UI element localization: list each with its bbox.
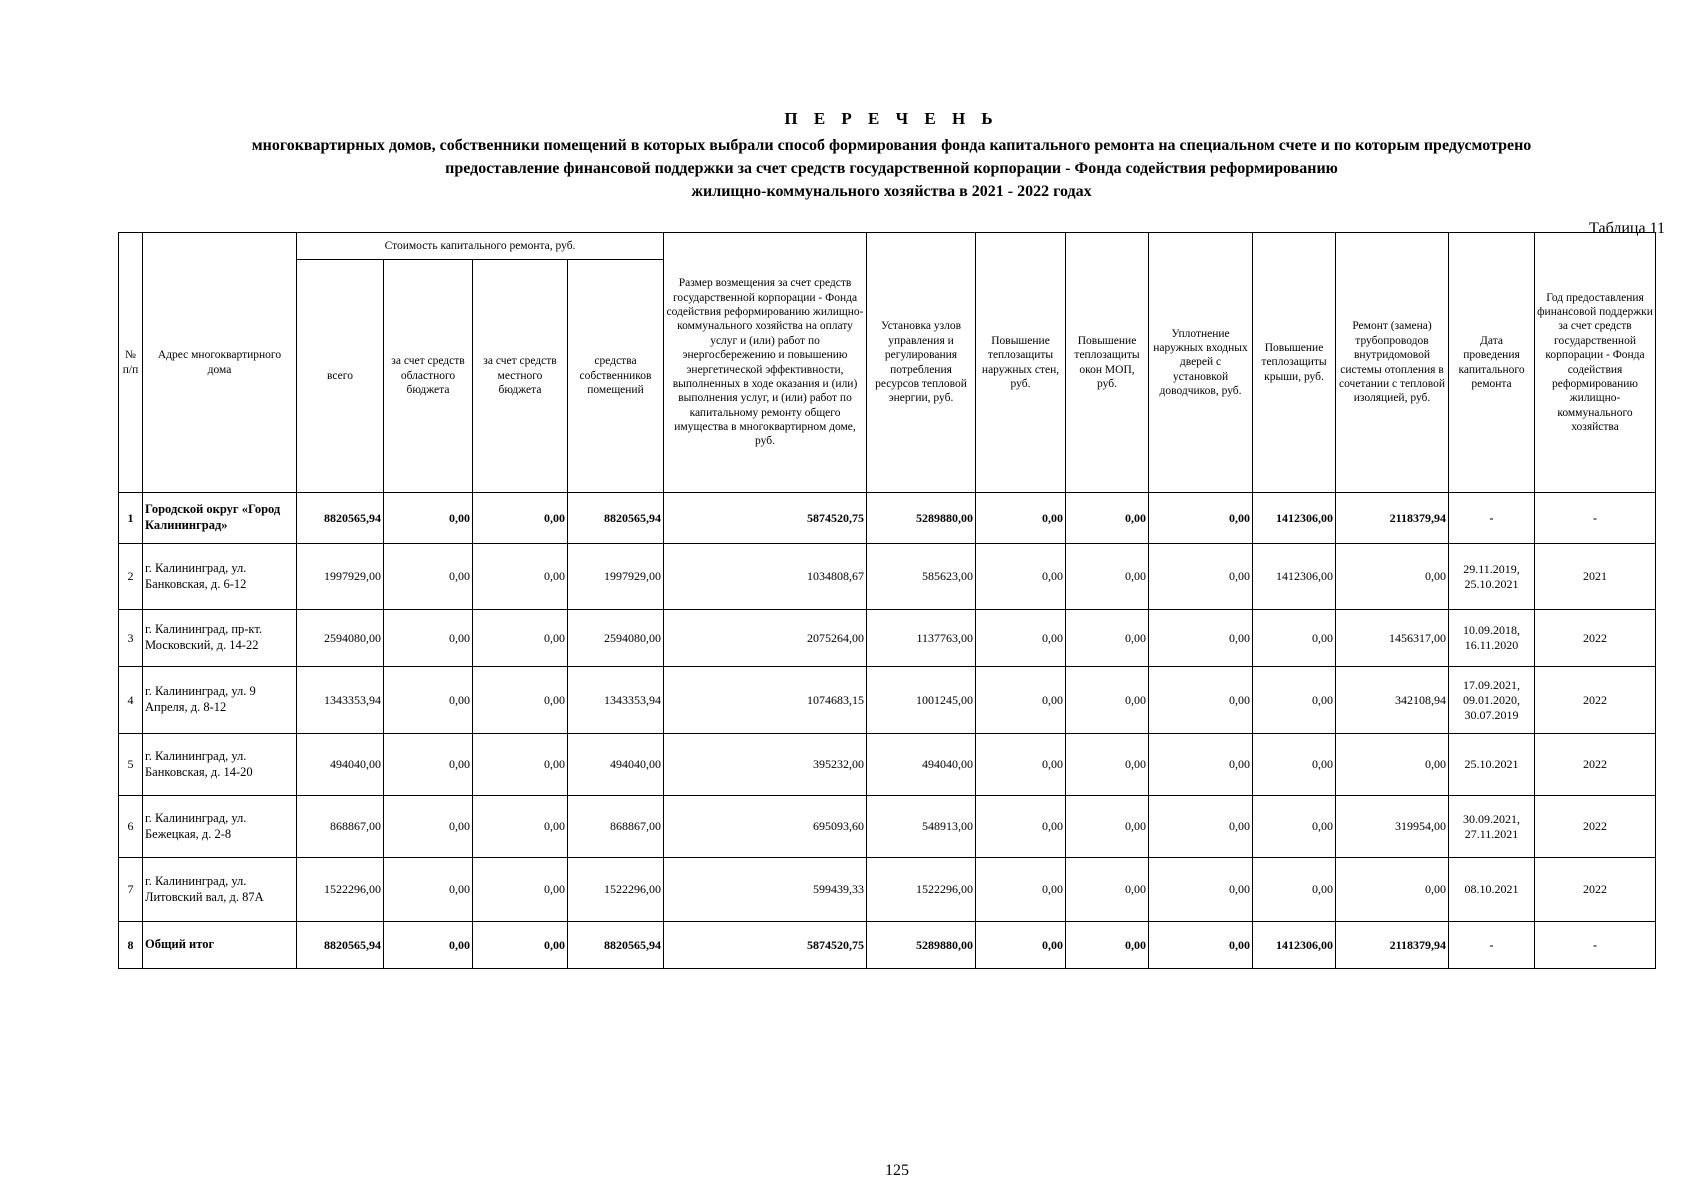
cell-meters: 1001245,00 bbox=[867, 667, 976, 734]
cell-windows: 0,00 bbox=[1066, 796, 1149, 858]
column-header-regional: за счет средств областного бюджета bbox=[384, 260, 473, 493]
cell-year: - bbox=[1535, 493, 1656, 544]
cell-windows: 0,00 bbox=[1066, 922, 1149, 969]
cell-total: 1343353,94 bbox=[297, 667, 384, 734]
cell-meters: 585623,00 bbox=[867, 544, 976, 610]
table-row bbox=[119, 544, 1656, 610]
cell-roof: 0,00 bbox=[1253, 858, 1336, 922]
cell-roof: 1412306,00 bbox=[1253, 922, 1336, 969]
cell-roof: 1412306,00 bbox=[1253, 493, 1336, 544]
cell-year: 2022 bbox=[1535, 667, 1656, 734]
cell-num: 8 bbox=[119, 922, 143, 969]
cell-doors: 0,00 bbox=[1149, 667, 1253, 734]
cell-roof: 0,00 bbox=[1253, 796, 1336, 858]
cell-walls: 0,00 bbox=[976, 610, 1066, 667]
cell-roof: 0,00 bbox=[1253, 610, 1336, 667]
cell-date: 08.10.2021 bbox=[1449, 858, 1535, 922]
cell-doors: 0,00 bbox=[1149, 544, 1253, 610]
cell-date: 25.10.2021 bbox=[1449, 734, 1535, 796]
cell-year: 2022 bbox=[1535, 610, 1656, 667]
table-row bbox=[119, 493, 1656, 544]
cell-regional: 0,00 bbox=[384, 493, 473, 544]
cell-doors: 0,00 bbox=[1149, 922, 1253, 969]
cell-doors: 0,00 bbox=[1149, 858, 1253, 922]
cell-local: 0,00 bbox=[473, 667, 568, 734]
cell-pipes: 2118379,94 bbox=[1336, 493, 1449, 544]
cell-walls: 0,00 bbox=[976, 734, 1066, 796]
header-row bbox=[119, 233, 1656, 260]
column-header-local: за счет средств местного бюджета bbox=[473, 260, 568, 493]
cell-regional: 0,00 bbox=[384, 796, 473, 858]
column-header-windows: Повышение теплозащиты окон МОП, руб. bbox=[1066, 233, 1149, 493]
cell-pipes: 319954,00 bbox=[1336, 796, 1449, 858]
table-row bbox=[119, 734, 1656, 796]
cell-doors: 0,00 bbox=[1149, 734, 1253, 796]
cell-meters: 1522296,00 bbox=[867, 858, 976, 922]
column-header-address: Адрес многоквартирного дома bbox=[143, 233, 297, 493]
cell-meters: 5289880,00 bbox=[867, 493, 976, 544]
cell-regional: 0,00 bbox=[384, 667, 473, 734]
cell-date: - bbox=[1449, 493, 1535, 544]
cell-date: - bbox=[1449, 922, 1535, 969]
cell-pipes: 0,00 bbox=[1336, 544, 1449, 610]
cell-date: 17.09.2021, 09.01.2020, 30.07.2019 bbox=[1449, 667, 1535, 734]
cell-date: 10.09.2018, 16.11.2020 bbox=[1449, 610, 1535, 667]
cell-roof: 0,00 bbox=[1253, 734, 1336, 796]
cell-compensation: 695093,60 bbox=[664, 796, 867, 858]
table-label: Таблица 11 bbox=[1589, 220, 1665, 237]
cell-date: 30.09.2021, 27.11.2021 bbox=[1449, 796, 1535, 858]
column-header-year: Год предоставления финансовой поддержки за счет средств государственной корпорации - Фонда содействия реформированию жилищно-коммунального хозяйства bbox=[1535, 233, 1656, 493]
page-title: П Е Р Е Ч Е Н Ь bbox=[784, 109, 999, 128]
cell-walls: 0,00 bbox=[976, 493, 1066, 544]
cell-doors: 0,00 bbox=[1149, 796, 1253, 858]
cell-doors: 0,00 bbox=[1149, 610, 1253, 667]
cell-regional: 0,00 bbox=[384, 544, 473, 610]
column-header-total: всего bbox=[297, 260, 384, 493]
cell-total: 1522296,00 bbox=[297, 858, 384, 922]
cell-windows: 0,00 bbox=[1066, 610, 1149, 667]
cell-walls: 0,00 bbox=[976, 922, 1066, 969]
cell-pipes: 2118379,94 bbox=[1336, 922, 1449, 969]
column-header-cost-group: Стоимость капитального ремонта, руб. bbox=[297, 233, 664, 260]
cell-owners: 8820565,94 bbox=[568, 493, 664, 544]
cell-compensation: 5874520,75 bbox=[664, 922, 867, 969]
cell-windows: 0,00 bbox=[1066, 858, 1149, 922]
cell-owners: 868867,00 bbox=[568, 796, 664, 858]
cell-windows: 0,00 bbox=[1066, 544, 1149, 610]
column-header-owners: средства собственников помещений bbox=[568, 260, 664, 493]
cell-windows: 0,00 bbox=[1066, 734, 1149, 796]
cell-local: 0,00 bbox=[473, 858, 568, 922]
cell-num: 3 bbox=[119, 610, 143, 667]
column-header-meters: Установка узлов управления и регулирования потребления ресурсов тепловой энергии, руб. bbox=[867, 233, 976, 493]
cell-meters: 5289880,00 bbox=[867, 922, 976, 969]
cell-year: 2022 bbox=[1535, 796, 1656, 858]
cell-pipes: 1456317,00 bbox=[1336, 610, 1449, 667]
cell-address: г. Калининград, ул. 9 Апреля, д. 8-12 bbox=[143, 667, 297, 734]
cell-address: г. Калининград, ул. Банковская, д. 6-12 bbox=[143, 544, 297, 610]
cell-address: г. Калининград, пр-кт. Московский, д. 14-22 bbox=[143, 610, 297, 667]
column-header-pipes: Ремонт (замена) трубопроводов внутридомовой системы отопления в сочетании с тепловой изоляцией, руб. bbox=[1336, 233, 1449, 493]
cell-owners: 2594080,00 bbox=[568, 610, 664, 667]
cell-local: 0,00 bbox=[473, 493, 568, 544]
cell-address: Общий итог bbox=[143, 922, 297, 969]
cell-compensation: 5874520,75 bbox=[664, 493, 867, 544]
cell-owners: 1522296,00 bbox=[568, 858, 664, 922]
cell-num: 7 bbox=[119, 858, 143, 922]
subtitle-line: жилищно-коммунального хозяйства в 2021 - 2022 годах bbox=[691, 183, 1092, 200]
cell-local: 0,00 bbox=[473, 922, 568, 969]
cell-meters: 548913,00 bbox=[867, 796, 976, 858]
cell-owners: 494040,00 bbox=[568, 734, 664, 796]
cell-regional: 0,00 bbox=[384, 922, 473, 969]
table-row bbox=[119, 610, 1656, 667]
cell-num: 1 bbox=[119, 493, 143, 544]
cell-local: 0,00 bbox=[473, 610, 568, 667]
cell-meters: 1137763,00 bbox=[867, 610, 976, 667]
column-header-date: Дата проведения капитального ремонта bbox=[1449, 233, 1535, 493]
cell-regional: 0,00 bbox=[384, 858, 473, 922]
cell-year: - bbox=[1535, 922, 1656, 969]
column-header-walls: Повышение теплозащиты наружных стен, руб. bbox=[976, 233, 1066, 493]
cell-meters: 494040,00 bbox=[867, 734, 976, 796]
cell-owners: 1997929,00 bbox=[568, 544, 664, 610]
page-subtitle bbox=[120, 134, 1663, 203]
cell-pipes: 0,00 bbox=[1336, 734, 1449, 796]
cell-local: 0,00 bbox=[473, 544, 568, 610]
cell-total: 494040,00 bbox=[297, 734, 384, 796]
cell-year: 2021 bbox=[1535, 544, 1656, 610]
cell-total: 8820565,94 bbox=[297, 493, 384, 544]
cell-address: Городской округ «Город Калининград» bbox=[143, 493, 297, 544]
column-header-roof: Повышение теплозащиты крыши, руб. bbox=[1253, 233, 1336, 493]
cell-local: 0,00 bbox=[473, 734, 568, 796]
cell-roof: 1412306,00 bbox=[1253, 544, 1336, 610]
cell-total: 1997929,00 bbox=[297, 544, 384, 610]
cell-num: 2 bbox=[119, 544, 143, 610]
cell-compensation: 395232,00 bbox=[664, 734, 867, 796]
column-header-num: № п/п bbox=[119, 233, 143, 493]
cell-compensation: 1074683,15 bbox=[664, 667, 867, 734]
cell-local: 0,00 bbox=[473, 796, 568, 858]
cell-num: 6 bbox=[119, 796, 143, 858]
cell-windows: 0,00 bbox=[1066, 493, 1149, 544]
page-number: 125 bbox=[885, 1162, 909, 1179]
cell-compensation: 599439,33 bbox=[664, 858, 867, 922]
cell-walls: 0,00 bbox=[976, 858, 1066, 922]
cell-year: 2022 bbox=[1535, 858, 1656, 922]
table-row bbox=[119, 667, 1656, 734]
cell-pipes: 0,00 bbox=[1336, 858, 1449, 922]
cell-num: 4 bbox=[119, 667, 143, 734]
cell-walls: 0,00 bbox=[976, 667, 1066, 734]
cell-compensation: 2075264,00 bbox=[664, 610, 867, 667]
cell-total: 2594080,00 bbox=[297, 610, 384, 667]
cell-walls: 0,00 bbox=[976, 796, 1066, 858]
subtitle-line: предоставление финансовой поддержки за счет средств государственной корпорации - Фонда содействия реформированию bbox=[445, 160, 1338, 177]
cell-compensation: 1034808,67 bbox=[664, 544, 867, 610]
cell-windows: 0,00 bbox=[1066, 667, 1149, 734]
cell-walls: 0,00 bbox=[976, 544, 1066, 610]
table-row-total bbox=[119, 922, 1656, 969]
cell-date: 29.11.2019, 25.10.2021 bbox=[1449, 544, 1535, 610]
cell-owners: 1343353,94 bbox=[568, 667, 664, 734]
houses-table bbox=[118, 232, 1656, 969]
cell-address: г. Калининград, ул. Банковская, д. 14-20 bbox=[143, 734, 297, 796]
cell-total: 868867,00 bbox=[297, 796, 384, 858]
cell-doors: 0,00 bbox=[1149, 493, 1253, 544]
cell-regional: 0,00 bbox=[384, 610, 473, 667]
cell-address: г. Калининград, ул. Литовский вал, д. 87А bbox=[143, 858, 297, 922]
cell-pipes: 342108,94 bbox=[1336, 667, 1449, 734]
cell-owners: 8820565,94 bbox=[568, 922, 664, 969]
cell-total: 8820565,94 bbox=[297, 922, 384, 969]
column-header-compensation: Размер возмещения за счет средств государственной корпорации - Фонда содействия реформированию жилищно-коммунального хозяйства на оплату услуг и (или) работ по энергосбережению и повышению энергетической эффективности, выполненных в ходе оказания и (или) выполнения услуг, и (или) работ по капитальному ремонту общего имущества в многоквартирном доме, руб. bbox=[664, 233, 867, 493]
cell-year: 2022 bbox=[1535, 734, 1656, 796]
subtitle-line: многоквартирных домов, собственники помещений в которых выбрали способ формирования фонда капитального ремонта на специальном счете и по которым предусмотрено bbox=[251, 137, 1532, 154]
table-row bbox=[119, 796, 1656, 858]
cell-roof: 0,00 bbox=[1253, 667, 1336, 734]
cell-address: г. Калининград, ул. Бежецкая, д. 2-8 bbox=[143, 796, 297, 858]
cell-num: 5 bbox=[119, 734, 143, 796]
column-header-doors: Уплотнение наружных входных дверей с установкой доводчиков, руб. bbox=[1149, 233, 1253, 493]
table-row bbox=[119, 858, 1656, 922]
cell-regional: 0,00 bbox=[384, 734, 473, 796]
